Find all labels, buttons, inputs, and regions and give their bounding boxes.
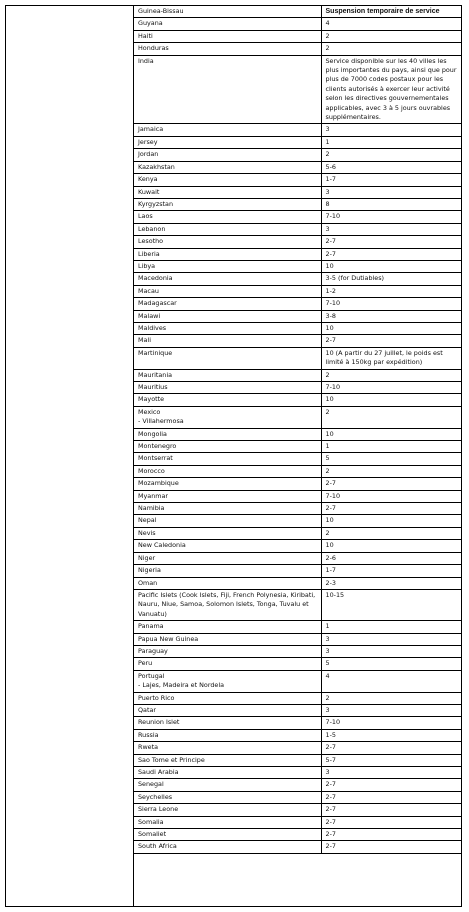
- table-row: [134, 729, 462, 741]
- country-cell: Mauritius: [134, 382, 321, 394]
- table-row: [134, 441, 462, 453]
- country-cell: Myanmar: [134, 490, 321, 502]
- suspension-value-cell: 10: [321, 322, 462, 334]
- suspension-value-cell: 4: [321, 670, 462, 692]
- document-table-frame: [5, 5, 462, 907]
- table-row: [134, 829, 462, 841]
- country-cell: Nevis: [134, 527, 321, 539]
- country-cell: Lebanon: [134, 223, 321, 235]
- suspension-value-cell: 4: [321, 18, 462, 30]
- table-row: [134, 552, 462, 564]
- table-row: [134, 273, 462, 285]
- suspension-value-cell: 2-3: [321, 577, 462, 589]
- table-row: [134, 670, 462, 692]
- suspension-value-cell: 3: [321, 704, 462, 716]
- suspension-value-cell: 2: [321, 406, 462, 428]
- suspension-value-cell: 10: [321, 394, 462, 406]
- suspension-value-cell: 2-7: [321, 236, 462, 248]
- country-cell: Mali: [134, 335, 321, 347]
- table-row: [134, 174, 462, 186]
- country-cell: Maldives: [134, 322, 321, 334]
- table-row: [134, 260, 462, 272]
- country-cell: Sierra Leone: [134, 804, 321, 816]
- table-row: [134, 565, 462, 577]
- table-row: [134, 816, 462, 828]
- table-row: [134, 161, 462, 173]
- suspension-value-cell: 1: [321, 621, 462, 633]
- country-cell: Honduras: [134, 43, 321, 55]
- table-row: [134, 310, 462, 322]
- suspension-value-cell: 2-7: [321, 503, 462, 515]
- table-row: [134, 478, 462, 490]
- country-cell: Lesotho: [134, 236, 321, 248]
- country-cell: Liberia: [134, 248, 321, 260]
- suspension-value-cell: 5-7: [321, 754, 462, 766]
- country-cell: Qatar: [134, 704, 321, 716]
- table-header-row: [134, 6, 462, 18]
- suspension-value-cell: 3: [321, 186, 462, 198]
- table-row: [134, 322, 462, 334]
- country-cell: Seychelles: [134, 791, 321, 803]
- table-row: [134, 692, 462, 704]
- suspension-value-cell: 2: [321, 369, 462, 381]
- country-cell: Peru: [134, 658, 321, 670]
- table-row: [134, 527, 462, 539]
- country-cell: Guyana: [134, 18, 321, 30]
- suspension-value-cell: 2-7: [321, 779, 462, 791]
- column-title: Suspension temporaire de service: [321, 6, 462, 18]
- suspension-value-cell: 1-2: [321, 285, 462, 297]
- table-row: [134, 515, 462, 527]
- suspension-value-cell: 7-10: [321, 298, 462, 310]
- table-row: [134, 394, 462, 406]
- country-cell: Madagascar: [134, 298, 321, 310]
- table-row: [134, 298, 462, 310]
- table-row: [134, 55, 462, 124]
- table-row: [134, 236, 462, 248]
- suspension-value-cell: 2: [321, 465, 462, 477]
- suspension-value-cell: 2-7: [321, 791, 462, 803]
- country-cell: Mexico - Villahermosa: [134, 406, 321, 428]
- country-cell: Rweta: [134, 742, 321, 754]
- table-row: [134, 223, 462, 235]
- suspension-value-cell: 1-5: [321, 729, 462, 741]
- country-cell: Montenegro: [134, 441, 321, 453]
- suspension-value-cell: Service disponible sur les 40 villes les plus importantes du pays, ainsi que pour plus de 7000 codes postaux pour les clients autorisés à exercer leur activité selon les directives gouvernementales applicables, avec 3 à 5 jours ouvrables supplémentaires.: [321, 55, 462, 124]
- country-cell: Kyrgyzstan: [134, 198, 321, 210]
- country-cell: Nepal: [134, 515, 321, 527]
- country-cell: Jersey: [134, 136, 321, 148]
- table-row: [134, 465, 462, 477]
- suspension-value-cell: 2: [321, 692, 462, 704]
- country-cell: Oman: [134, 577, 321, 589]
- country-cell: Mozambique: [134, 478, 321, 490]
- table-row: [134, 621, 462, 633]
- table-row: [134, 369, 462, 381]
- empty-left-column: [6, 6, 134, 906]
- country-cell: Somalia: [134, 816, 321, 828]
- country-cell: Libya: [134, 260, 321, 272]
- table-row: [134, 211, 462, 223]
- country-cell: India: [134, 55, 321, 124]
- suspension-value-cell: 5: [321, 453, 462, 465]
- country-cell: South Africa: [134, 841, 321, 853]
- suspension-value-cell: 2: [321, 30, 462, 42]
- table-row: [134, 18, 462, 30]
- table-row: [134, 186, 462, 198]
- country-cell: Niger: [134, 552, 321, 564]
- country-cell: Jamaica: [134, 124, 321, 136]
- suspension-value-cell: 2-7: [321, 742, 462, 754]
- suspension-value-cell: 2-7: [321, 816, 462, 828]
- table-row: [134, 589, 462, 620]
- country-cell: Reunion Islet: [134, 717, 321, 729]
- suspension-value-cell: 7-10: [321, 382, 462, 394]
- table-row: [134, 347, 462, 369]
- suspension-value-cell: 2-7: [321, 248, 462, 260]
- suspension-value-cell: 2-7: [321, 829, 462, 841]
- table-row: [134, 804, 462, 816]
- table-row: [134, 382, 462, 394]
- suspension-value-cell: 2: [321, 149, 462, 161]
- suspension-value-cell: 2-7: [321, 335, 462, 347]
- country-cell: Senegal: [134, 779, 321, 791]
- country-cell: Sao Tome et Principe: [134, 754, 321, 766]
- suspension-value-cell: 3: [321, 645, 462, 657]
- table-row: [134, 428, 462, 440]
- country-cell: Paraguay: [134, 645, 321, 657]
- suspension-value-cell: 5: [321, 658, 462, 670]
- table-row: [134, 791, 462, 803]
- suspension-value-cell: 3: [321, 223, 462, 235]
- suspension-value-cell: 7-10: [321, 490, 462, 502]
- service-suspension-table: [134, 6, 462, 854]
- country-cell: Puerto Rico: [134, 692, 321, 704]
- table-row: [134, 779, 462, 791]
- country-cell: Guinea-Bissau: [134, 6, 321, 18]
- table-row: [134, 453, 462, 465]
- suspension-value-cell: 3-5 (for Dutiables): [321, 273, 462, 285]
- country-cell: Macedonia: [134, 273, 321, 285]
- table-row: [134, 503, 462, 515]
- suspension-value-cell: 7-10: [321, 717, 462, 729]
- table-row: [134, 136, 462, 148]
- country-cell: Mayotte: [134, 394, 321, 406]
- table-row: [134, 124, 462, 136]
- suspension-value-cell: 2-7: [321, 804, 462, 816]
- country-cell: Montserrat: [134, 453, 321, 465]
- table-row: [134, 717, 462, 729]
- suspension-value-cell: 3: [321, 633, 462, 645]
- country-cell: Mauritania: [134, 369, 321, 381]
- table-row: [134, 645, 462, 657]
- table-row: [134, 540, 462, 552]
- suspension-value-cell: 10: [321, 515, 462, 527]
- suspension-value-cell: 2-7: [321, 841, 462, 853]
- country-cell: Macau: [134, 285, 321, 297]
- suspension-value-cell: 2-6: [321, 552, 462, 564]
- suspension-value-cell: 1: [321, 441, 462, 453]
- country-cell: New Caledonia: [134, 540, 321, 552]
- suspension-value-cell: 1: [321, 136, 462, 148]
- suspension-value-cell: 7-10: [321, 211, 462, 223]
- country-cell: Papua New Guinea: [134, 633, 321, 645]
- table-row: [134, 633, 462, 645]
- table-row: [134, 841, 462, 853]
- table-row: [134, 658, 462, 670]
- suspension-value-cell: 8: [321, 198, 462, 210]
- country-cell: Somaliet: [134, 829, 321, 841]
- suspension-value-cell: 5-6: [321, 161, 462, 173]
- table-row: [134, 490, 462, 502]
- suspension-value-cell: 2: [321, 527, 462, 539]
- country-cell: Namibia: [134, 503, 321, 515]
- country-cell: Kenya: [134, 174, 321, 186]
- country-cell: Laos: [134, 211, 321, 223]
- country-cell: Saudi Arabia: [134, 767, 321, 779]
- table-row: [134, 30, 462, 42]
- table-row: [134, 335, 462, 347]
- suspension-value-cell: 3-8: [321, 310, 462, 322]
- suspension-value-cell: 3: [321, 767, 462, 779]
- table-row: [134, 149, 462, 161]
- suspension-value-cell: 1-7: [321, 174, 462, 186]
- table-row: [134, 754, 462, 766]
- country-cell: Portugal - Lajes, Madeira et Nordela: [134, 670, 321, 692]
- country-cell: Panama: [134, 621, 321, 633]
- table-row: [134, 577, 462, 589]
- suspension-value-cell: 10: [321, 260, 462, 272]
- suspension-value-cell: 2: [321, 43, 462, 55]
- table-row: [134, 43, 462, 55]
- country-cell: Mongolia: [134, 428, 321, 440]
- country-cell: Haiti: [134, 30, 321, 42]
- country-cell: Nigeria: [134, 565, 321, 577]
- country-cell: Pacific Islets (Cook Islets, Fiji, French Polynesia, Kiribati, Nauru, Niue, Samoa, Solomon Islets, Tonga, Tuvalu et Vanuatu): [134, 589, 321, 620]
- country-cell: Russia: [134, 729, 321, 741]
- suspension-value-cell: 1-7: [321, 565, 462, 577]
- country-cell: Malawi: [134, 310, 321, 322]
- suspension-value-cell: 10: [321, 540, 462, 552]
- table-row: [134, 704, 462, 716]
- country-cell: Kuwait: [134, 186, 321, 198]
- country-cell: Kazakhstan: [134, 161, 321, 173]
- suspension-value-cell: 2-7: [321, 478, 462, 490]
- country-cell: Martinique: [134, 347, 321, 369]
- table-row: [134, 285, 462, 297]
- table-row: [134, 767, 462, 779]
- country-cell: Jordan: [134, 149, 321, 161]
- table-row: [134, 742, 462, 754]
- table-row: [134, 248, 462, 260]
- suspension-value-cell: 10-15: [321, 589, 462, 620]
- table-row: [134, 406, 462, 428]
- suspension-value-cell: 10 (A partir du 27 juillet, le poids est limité à 150kg par expédition): [321, 347, 462, 369]
- country-cell: Morocco: [134, 465, 321, 477]
- suspension-value-cell: 3: [321, 124, 462, 136]
- suspension-value-cell: 10: [321, 428, 462, 440]
- table-row: [134, 198, 462, 210]
